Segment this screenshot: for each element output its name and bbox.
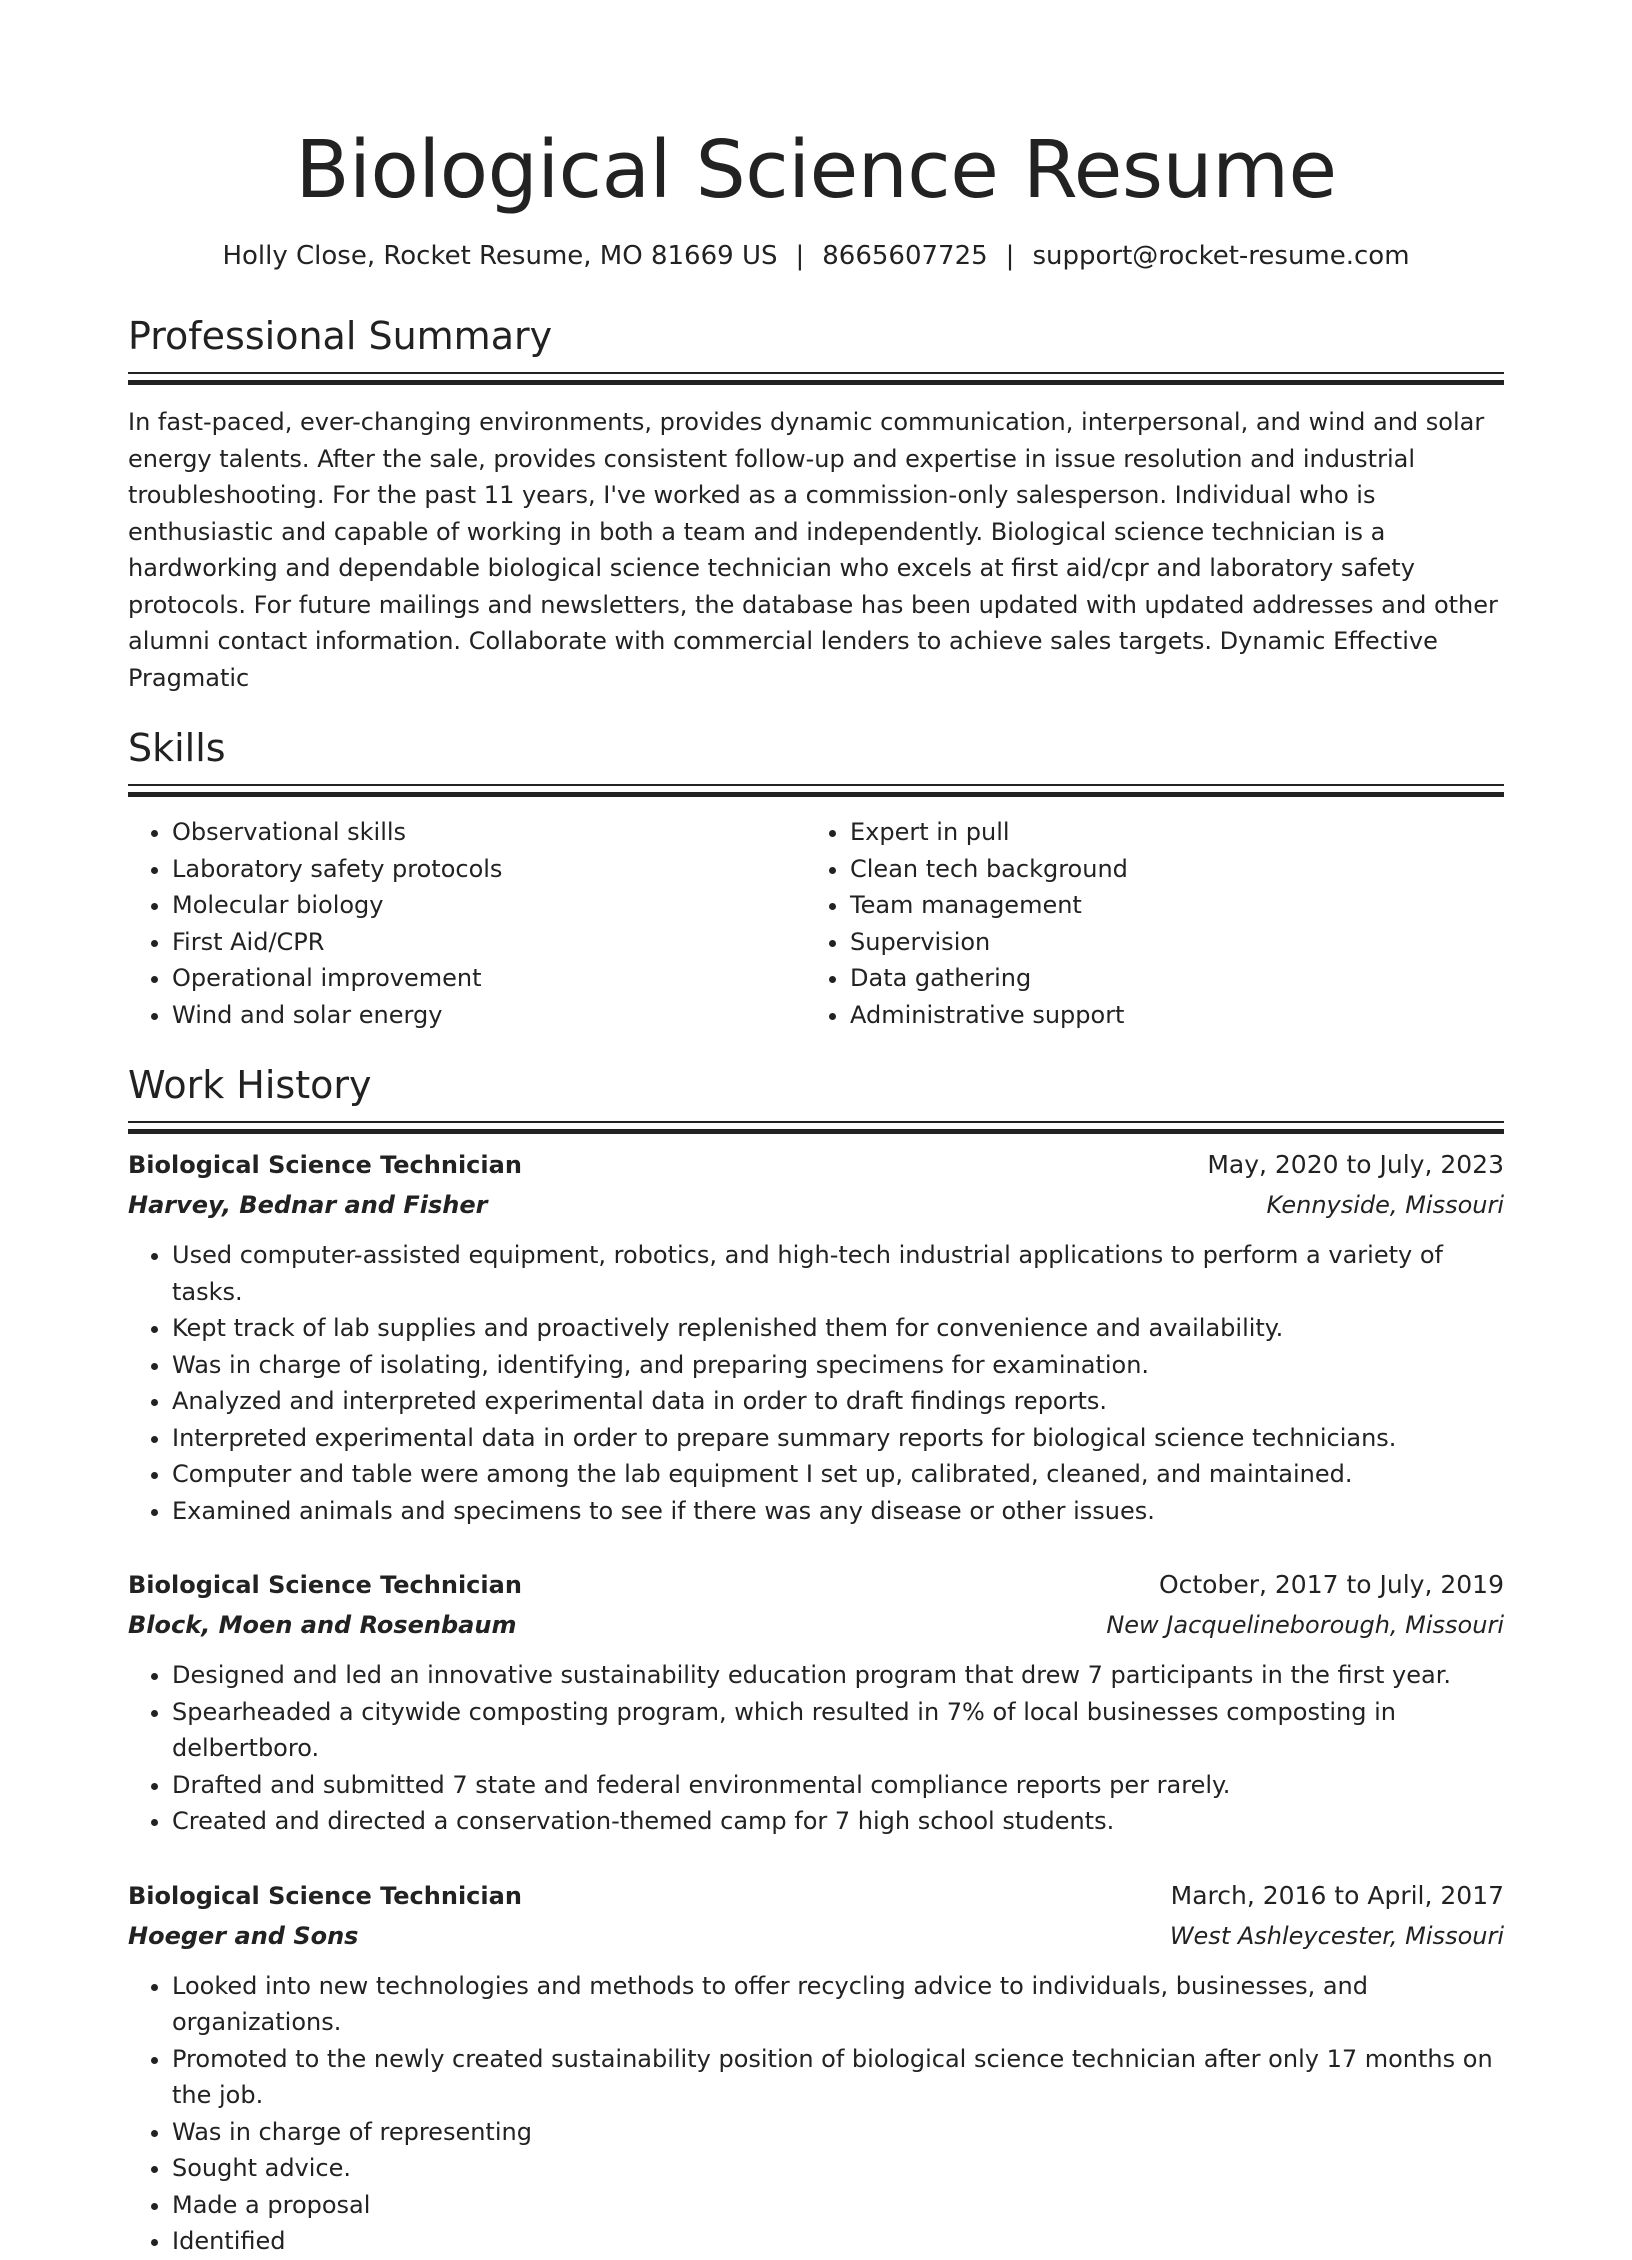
job-location: Kennyside, Missouri — [1266, 1191, 1504, 1219]
list-item: • Computer and table were among the lab equipment I set up, calibrated, cleaned, and maintained. — [172, 1456, 1504, 1493]
job-bullets — [128, 1237, 1504, 1529]
job-entry — [128, 1876, 1504, 2260]
list-item: • Promoted to the newly created sustainability position of biological science technician after only 17 months on the job. — [172, 2041, 1504, 2114]
contact-separator: | — [1005, 241, 1015, 271]
job-dates: March, 2016 to April, 2017 — [1170, 1880, 1504, 1910]
skill-item: • Clean tech background — [850, 851, 1484, 888]
section-divider — [128, 784, 1504, 786]
job-title: Biological Science Technician — [128, 1571, 522, 1599]
skills-list-left — [128, 814, 806, 1033]
list-item: • Identified — [172, 2223, 1504, 2260]
skill-item: • First Aid/CPR — [172, 924, 806, 961]
job-entry — [128, 1565, 1504, 1840]
summary-section — [128, 310, 1504, 696]
list-item: • Sought advice. — [172, 2150, 1504, 2187]
skills-heading: Skills — [128, 726, 226, 770]
resume-page — [128, 120, 1504, 2260]
skill-item: • Supervision — [850, 924, 1484, 961]
list-item: • Created and directed a conservation-themed camp for 7 high school students. — [172, 1803, 1504, 1840]
list-item: • Was in charge of representing — [172, 2114, 1504, 2151]
work-history-heading: Work History — [128, 1063, 372, 1107]
job-location: West Ashleycester, Missouri — [1169, 1921, 1504, 1950]
skill-item: • Wind and solar energy — [172, 997, 806, 1034]
contact-address: Holly Close, Rocket Resume, MO 81669 US — [222, 241, 778, 271]
skills-list-right — [806, 814, 1484, 1033]
job-title: Biological Science Technician — [128, 1151, 522, 1179]
skill-item: • Expert in pull — [850, 814, 1484, 851]
contact-separator: | — [795, 241, 805, 271]
skill-item: • Administrative support — [850, 997, 1484, 1034]
skill-item: • Observational skills — [172, 814, 806, 851]
skill-item: • Team management — [850, 887, 1484, 924]
contact-line — [128, 236, 1504, 276]
summary-heading: Professional Summary — [128, 314, 553, 358]
contact-email: support@rocket-resume.com — [1032, 241, 1410, 271]
skill-item: • Data gathering — [850, 960, 1484, 997]
job-company: Harvey, Bednar and Fisher — [128, 1191, 488, 1219]
job-entry — [128, 1145, 1504, 1529]
job-company: Block, Moen and Rosenbaum — [128, 1611, 517, 1639]
list-item: • Was in charge of isolating, identifying, and preparing specimens for examination. — [172, 1347, 1504, 1384]
skill-item: • Molecular biology — [172, 887, 806, 924]
list-item: • Used computer-assisted equipment, robotics, and high-tech industrial applications to perform a variety of tasks. — [172, 1237, 1504, 1310]
job-company: Hoeger and Sons — [128, 1921, 359, 1950]
list-item: • Spearheaded a citywide composting program, which resulted in 7% of local businesses composting in delbertboro. — [172, 1694, 1504, 1767]
list-item: • Looked into new technologies and methods to offer recycling advice to individuals, businesses, and organizations. — [172, 1968, 1504, 2041]
skills-section — [128, 722, 1504, 1033]
job-location: New Jacquelineborough, Missouri — [1106, 1611, 1504, 1639]
list-item: • Analyzed and interpreted experimental data in order to draft findings reports. — [172, 1383, 1504, 1420]
job-bullets — [128, 1968, 1504, 2260]
list-item: • Interpreted experimental data in order to prepare summary reports for biological science technicians. — [172, 1420, 1504, 1457]
job-dates: May, 2020 to July, 2023 — [1207, 1150, 1504, 1179]
work-history-section — [128, 1059, 1504, 2260]
summary-text: In fast-paced, ever-changing environments, provides dynamic communication, interpersonal, and wind and solar energy talents. After the sale, provides consistent follow-up and expertise in issue resolution and industrial troubleshooting. For the past 11 years, I've worked as a commission-only salesperson. Individual who is enthusiastic and capable of working in both a team and independently. Biological science technician is a hardworking and dependable biological science technician who excels at first aid/cpr and laboratory safety protocols. For future mailings and newsletters, the database has been updated with updated addresses and other alumni contact information. Collaborate with commercial lenders to achieve sales targets. Dynamic Effective Pragmatic — [128, 408, 1498, 692]
contact-phone: 8665607725 — [822, 241, 988, 271]
job-title: Biological Science Technician — [128, 1881, 522, 1910]
section-divider — [128, 1121, 1504, 1123]
list-item: • Designed and led an innovative sustainability education program that drew 7 participants in the first year. — [172, 1657, 1504, 1694]
job-dates: October, 2017 to July, 2019 — [1158, 1570, 1504, 1599]
page-title: Biological Science Resume — [295, 124, 1337, 216]
list-item: • Examined animals and specimens to see if there was any disease or other issues. — [172, 1493, 1504, 1530]
skills-columns — [128, 814, 1504, 1033]
skill-item: • Operational improvement — [172, 960, 806, 997]
section-divider — [128, 372, 1504, 374]
skill-item: • Laboratory safety protocols — [172, 851, 806, 888]
list-item: • Drafted and submitted 7 state and federal environmental compliance reports per rarely. — [172, 1767, 1504, 1804]
job-bullets — [128, 1657, 1504, 1840]
list-item: • Made a proposal — [172, 2187, 1504, 2224]
list-item: • Kept track of lab supplies and proactively replenished them for convenience and availability. — [172, 1310, 1504, 1347]
